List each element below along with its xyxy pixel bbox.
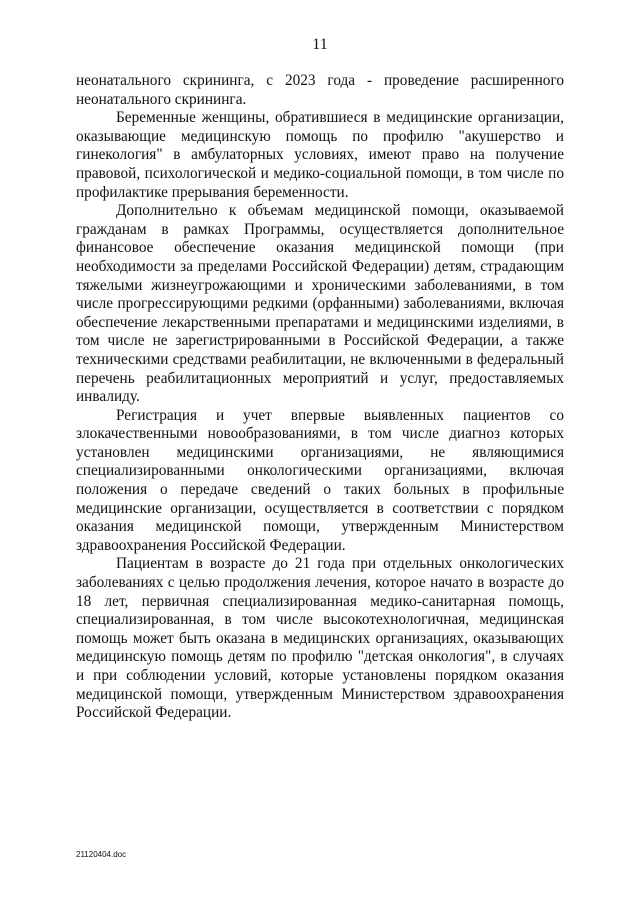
document-body <box>76 72 564 723</box>
paragraph-continuation: неонатального скрининга, с 2023 года - проведение расширенного неонатального скрининга. <box>76 72 564 108</box>
paragraph-additional-funding: Дополнительно к объемам медицинской помощи, оказываемой гражданам в рамках Программы, осуществляется дополнительное финансовое обеспечение оказания медицинской помощи (при необходимости за пределами Российской Федерации) детям, страдающим тяжелыми жизнеугрожающими и хроническими заболеваниями, в том числе прогрессирующими редкими (орфанными) заболеваниями, включая обеспечение лекарственными препаратами и медицинскими изделиями, в том числе не зарегистрированными в Российской Федерации, а также техническими средствами реабилитации, не включенными в федеральный перечень реабилитационных мероприятий и услуг, предоставляемых инвалиду. <box>76 202 564 406</box>
page-number: 11 <box>312 36 328 53</box>
paragraph-oncology-registration: Регистрация и учет впервые выявленных пациентов со злокачественными новообразованиями, в том числе диагноз которых установлен медицинскими организациями, не являющимися специализированными онкологическими организациями, включая положения о передаче сведений о таких больных в профильные медицинские организации, осуществляется в соответствии с порядком оказания медицинской помощи, утвержденным Министерством здравоохранения Российской Федерации. <box>76 406 564 554</box>
paragraph-patients-under-21: Пациентам в возрасте до 21 года при отдельных онкологических заболеваниях с целью продолжения лечения, которое начато в возрасте до 18 лет, первичная специализированная медико-санитарная помощь, специализированная, в том числе высокотехнологичная, медицинская помощь может быть оказана в медицинских организациях, оказывающих медицинскую помощь детям по профилю "детская онкология", в случаях и при соблюдении условий, которые установлены порядком оказания медицинской помощи, утвержденным Министерством здравоохранения Российской Федерации. <box>76 555 564 722</box>
paragraph-pregnant-women: Беременные женщины, обратившиеся в медицинские организации, оказывающие медицинскую помощь по профилю "акушерство и гинекология" в амбулаторных условиях, имеют право на получение правовой, психологической и медико-социальной помощи, в том числе по профилактике прерывания беременности. <box>76 109 564 201</box>
footer-file-name: 21120404.doc <box>76 850 127 859</box>
